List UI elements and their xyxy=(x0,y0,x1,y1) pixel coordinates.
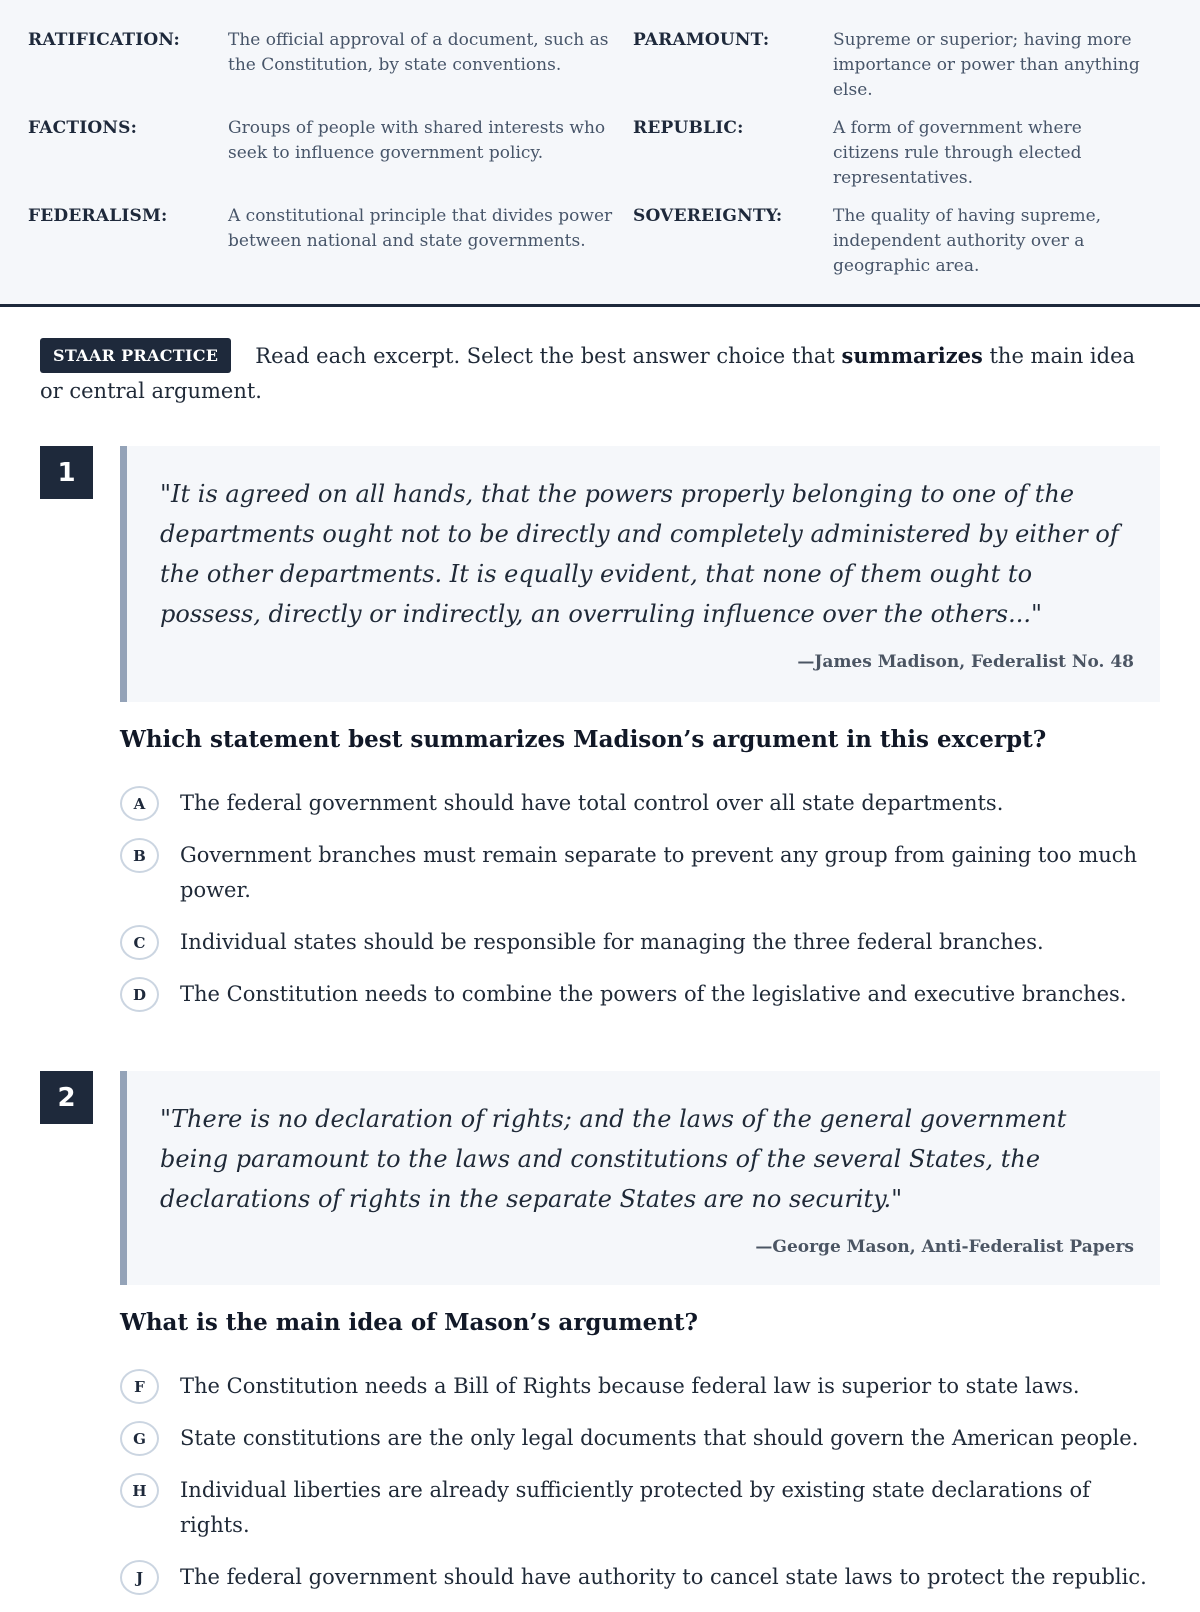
answer-choices xyxy=(120,786,1160,1029)
choice-letter: J xyxy=(120,1560,159,1595)
choice-letter: B xyxy=(120,838,159,873)
glossary-definition: The official approval of a document, such as the Constitution, by state conventions. xyxy=(228,30,609,75)
excerpt-quote xyxy=(120,446,1160,702)
choice-text: Government branches must remain separate to prevent any group from gaining too much power. xyxy=(180,843,1138,902)
glossary-term: FEDERALISM: xyxy=(28,206,168,226)
choice-letter: A xyxy=(120,786,159,821)
instructions-emphasis: summarizes xyxy=(841,343,983,368)
glossary-definition: A constitutional principle that divides power between national and state governments. xyxy=(228,206,613,251)
question-number: 1 xyxy=(40,446,93,499)
choice-letter: F xyxy=(120,1369,159,1404)
quote-citation: —James Madison, Federalist No. 48 xyxy=(797,652,1134,672)
instructions-text-before: Read each excerpt. Select the best answer choice that xyxy=(255,344,842,368)
glossary-term: SOVEREIGNTY: xyxy=(633,206,783,226)
answer-choice-c[interactable] xyxy=(120,925,1160,960)
instructions-text-after: the main idea or central argument. xyxy=(40,344,1136,403)
choice-text: The federal government should have authority to cancel state laws to protect the republic. xyxy=(180,1565,1147,1589)
quote-text: "There is no declaration of rights; and the laws of the general government being paramount to the laws and constitutions of the several States, the declarations of rights in the separate States are no security." xyxy=(160,1105,1067,1213)
glossary-term: FACTIONS: xyxy=(28,118,138,138)
glossary-definition: A form of government where citizens rule through elected representatives. xyxy=(833,118,1082,188)
choice-letter: H xyxy=(120,1473,159,1508)
choice-text: The Constitution needs a Bill of Rights because federal law is superior to state laws. xyxy=(180,1374,1080,1398)
choice-text: State constitutions are the only legal documents that should govern the American people. xyxy=(180,1426,1139,1450)
question-2 xyxy=(40,1071,1160,1591)
question-1 xyxy=(40,446,1160,1016)
answer-choice-g[interactable] xyxy=(120,1421,1160,1456)
answer-choice-j[interactable] xyxy=(120,1560,1160,1595)
glossary-definition: Groups of people with shared interests who seek to influence government policy. xyxy=(228,118,606,163)
answer-choice-a[interactable] xyxy=(120,786,1160,821)
question-number: 2 xyxy=(40,1071,93,1124)
glossary-definition: The quality of having supreme, independent authority over a geographic area. xyxy=(833,206,1102,276)
choice-text: The federal government should have total control over all state departments. xyxy=(180,791,1004,815)
choice-text: Individual liberties are already sufficiently protected by existing state declarations of rights. xyxy=(180,1478,1090,1537)
answer-choice-b[interactable] xyxy=(120,838,1160,908)
glossary-term: RATIFICATION: xyxy=(28,30,181,50)
question-prompt: What is the main idea of Mason’s argument? xyxy=(120,1309,699,1336)
choice-text: The Constitution needs to combine the powers of the legislative and executive branches. xyxy=(180,982,1127,1006)
glossary-term: REPUBLIC: xyxy=(633,118,744,138)
staar-instructions xyxy=(40,338,1160,409)
choice-letter: D xyxy=(120,977,159,1012)
vocabulary-glossary xyxy=(0,0,1200,307)
quote-citation: —George Mason, Anti-Federalist Papers xyxy=(755,1237,1134,1257)
answer-choice-f[interactable] xyxy=(120,1369,1160,1404)
choice-letter: C xyxy=(120,925,159,960)
excerpt-quote xyxy=(120,1071,1160,1285)
choice-text: Individual states should be responsible for managing the three federal branches. xyxy=(180,930,1044,954)
choice-letter: G xyxy=(120,1421,159,1456)
answer-choice-h[interactable] xyxy=(120,1473,1160,1543)
quote-text: "It is agreed on all hands, that the powers properly belonging to one of the departments ought not to be directly and completely administered by either of the other departments. It is equally evident, that none of them ought to possess, directly or indirectly, an overruling influence over the others..." xyxy=(160,480,1119,628)
answer-choices xyxy=(120,1369,1160,1612)
question-prompt: Which statement best summarizes Madison’s argument in this excerpt? xyxy=(120,726,1047,753)
staar-practice-badge: STAAR PRACTICE xyxy=(40,338,231,373)
glossary-definition: Supreme or superior; having more importance or power than anything else. xyxy=(833,30,1140,100)
answer-choice-d[interactable] xyxy=(120,977,1160,1012)
glossary-term: PARAMOUNT: xyxy=(633,30,770,50)
